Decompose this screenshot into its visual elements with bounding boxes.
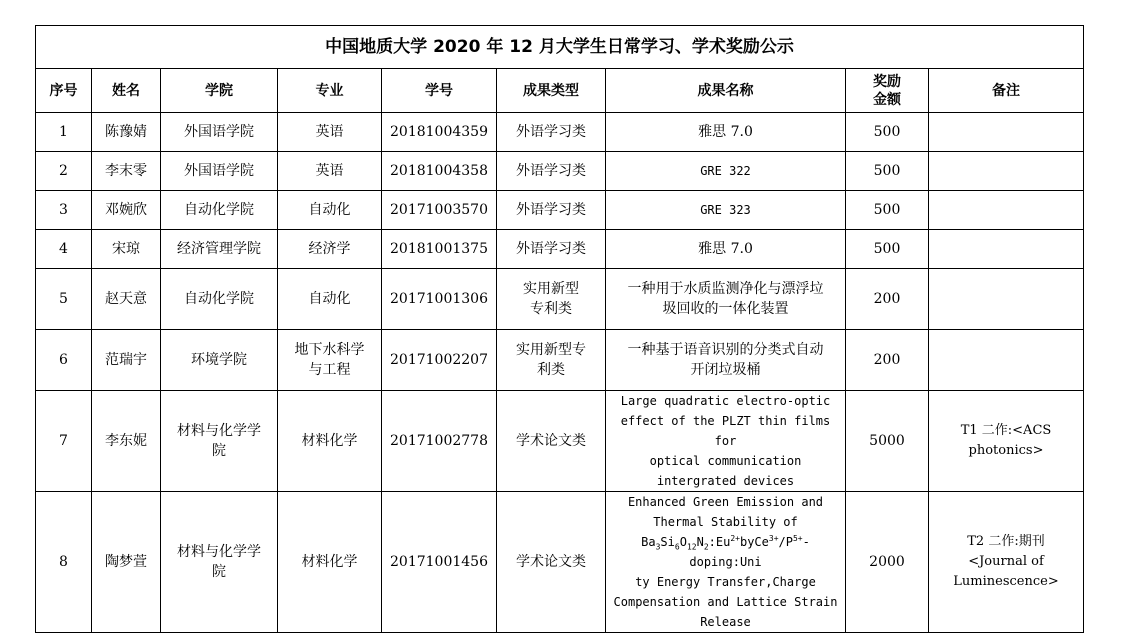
remark: T1 二作:<ACS photonics> (929, 391, 1084, 492)
student-name: 陈豫婧 (92, 113, 161, 152)
student-name: 李东妮 (92, 391, 161, 492)
remark (929, 191, 1084, 230)
college: 自动化学院 (161, 191, 278, 230)
achievement-title: 雅思 7.0 (606, 230, 846, 269)
table-row (36, 191, 1084, 230)
achievement-text: Thermal Stability of (653, 515, 798, 529)
college: 材料与化学学 院 (161, 492, 278, 633)
achievement-text: :Eu (708, 535, 731, 549)
achievement-type: 外语学习类 (497, 113, 606, 152)
major: 材料化学 (278, 391, 382, 492)
achievement-type: 外语学习类 (497, 191, 606, 230)
achievement-type: 学术论文类 (497, 492, 606, 633)
award-amount: 500 (846, 113, 929, 152)
award-amount: 200 (846, 269, 929, 330)
student-name: 邓婉欣 (92, 191, 161, 230)
award-amount: 2000 (846, 492, 929, 633)
achievement-title: 雅思 7.0 (606, 113, 846, 152)
student-id: 20171001456 (382, 492, 497, 633)
achievement-text: Compensation and Lattice Strain (613, 595, 838, 609)
college: 经济管理学院 (161, 230, 278, 269)
column-header: 专业 (278, 69, 382, 113)
achievement-title: 一种基于语音识别的分类式自动 开闭垃圾桶 (606, 330, 846, 391)
major: 自动化 (278, 191, 382, 230)
college: 自动化学院 (161, 269, 278, 330)
student-id: 20171002207 (382, 330, 497, 391)
student-name: 宋琼 (92, 230, 161, 269)
row-number: 3 (36, 191, 92, 230)
award-table (35, 25, 1084, 633)
achievement-text: ty Energy Transfer,Charge (635, 575, 816, 589)
row-number: 2 (36, 152, 92, 191)
achievement-text: Release (700, 615, 751, 629)
column-header: 学号 (382, 69, 497, 113)
achievement-text: Enhanced Green Emission and (627, 495, 824, 509)
student-name: 赵天意 (92, 269, 161, 330)
achievement-text: /P (778, 535, 793, 549)
table-title: 中国地质大学 2020 年 12 月大学生日常学习、学术奖励公示 (36, 26, 1084, 69)
table-row (36, 492, 1084, 633)
major: 地下水科学 与工程 (278, 330, 382, 391)
achievement-text: Ba (641, 535, 656, 549)
header-row (36, 69, 1084, 113)
achievement-title: GRE 322 (606, 152, 846, 191)
achievement-text: 12 (686, 542, 697, 552)
column-header: 成果名称 (606, 69, 846, 113)
column-header: 序号 (36, 69, 92, 113)
award-amount: 5000 (846, 391, 929, 492)
achievement-text: 3 (655, 542, 661, 552)
row-number: 6 (36, 330, 92, 391)
remark: T2 二作:期刊 <Journal of Luminescence> (929, 492, 1084, 633)
row-number: 8 (36, 492, 92, 633)
achievement-title: GRE 323 (606, 191, 846, 230)
student-id: 20181004358 (382, 152, 497, 191)
award-amount: 500 (846, 230, 929, 269)
college: 环境学院 (161, 330, 278, 391)
column-header: 成果类型 (497, 69, 606, 113)
student-id: 20181004359 (382, 113, 497, 152)
table-row (36, 269, 1084, 330)
student-id: 20181001375 (382, 230, 497, 269)
achievement-text: Si (660, 535, 675, 549)
achievement-type: 实用新型 专利类 (497, 269, 606, 330)
row-number: 4 (36, 230, 92, 269)
remark (929, 330, 1084, 391)
major: 英语 (278, 113, 382, 152)
achievement-text: -doping:Uni (689, 535, 810, 569)
student-name: 范瑞宇 (92, 330, 161, 391)
remark (929, 113, 1084, 152)
column-header: 奖励 金额 (846, 69, 929, 113)
achievement-title: 一种用于水质监测净化与漂浮垃 圾回收的一体化装置 (606, 269, 846, 330)
remark (929, 269, 1084, 330)
table-body (36, 113, 1084, 633)
student-id: 20171001306 (382, 269, 497, 330)
achievement-title: Large quadratic electro-optic effect of the PLZT thin films for optical communication intergrated devices (606, 391, 846, 492)
row-number: 1 (36, 113, 92, 152)
college: 外国语学院 (161, 113, 278, 152)
column-header: 学院 (161, 69, 278, 113)
achievement-text: N (696, 535, 704, 549)
student-id: 20171003570 (382, 191, 497, 230)
achievement-text: 5+ (792, 534, 803, 543)
achievement-text: 2 (703, 542, 709, 552)
major: 经济学 (278, 230, 382, 269)
remark (929, 230, 1084, 269)
table-row (36, 230, 1084, 269)
achievement-text: 2+ (730, 534, 740, 543)
achievement-text: 3+ (768, 534, 779, 543)
remark (929, 152, 1084, 191)
student-name: 李末零 (92, 152, 161, 191)
award-amount: 500 (846, 152, 929, 191)
table-row (36, 391, 1084, 492)
major: 材料化学 (278, 492, 382, 633)
table-row (36, 113, 1084, 152)
column-header: 备注 (929, 69, 1084, 113)
award-amount: 500 (846, 191, 929, 230)
column-header: 姓名 (92, 69, 161, 113)
table-row (36, 152, 1084, 191)
achievement-text: O (679, 535, 687, 549)
major: 英语 (278, 152, 382, 191)
achievement-type: 外语学习类 (497, 152, 606, 191)
achievement-type: 学术论文类 (497, 391, 606, 492)
award-amount: 200 (846, 330, 929, 391)
student-id: 20171002778 (382, 391, 497, 492)
major: 自动化 (278, 269, 382, 330)
achievement-text: byCe (739, 535, 769, 549)
achievement-text: 6 (674, 542, 680, 552)
achievement-type: 实用新型专 利类 (497, 330, 606, 391)
achievement-title (606, 492, 846, 633)
college: 材料与化学学 院 (161, 391, 278, 492)
row-number: 5 (36, 269, 92, 330)
row-number: 7 (36, 391, 92, 492)
achievement-type: 外语学习类 (497, 230, 606, 269)
table-row (36, 330, 1084, 391)
student-name: 陶梦萱 (92, 492, 161, 633)
college: 外国语学院 (161, 152, 278, 191)
